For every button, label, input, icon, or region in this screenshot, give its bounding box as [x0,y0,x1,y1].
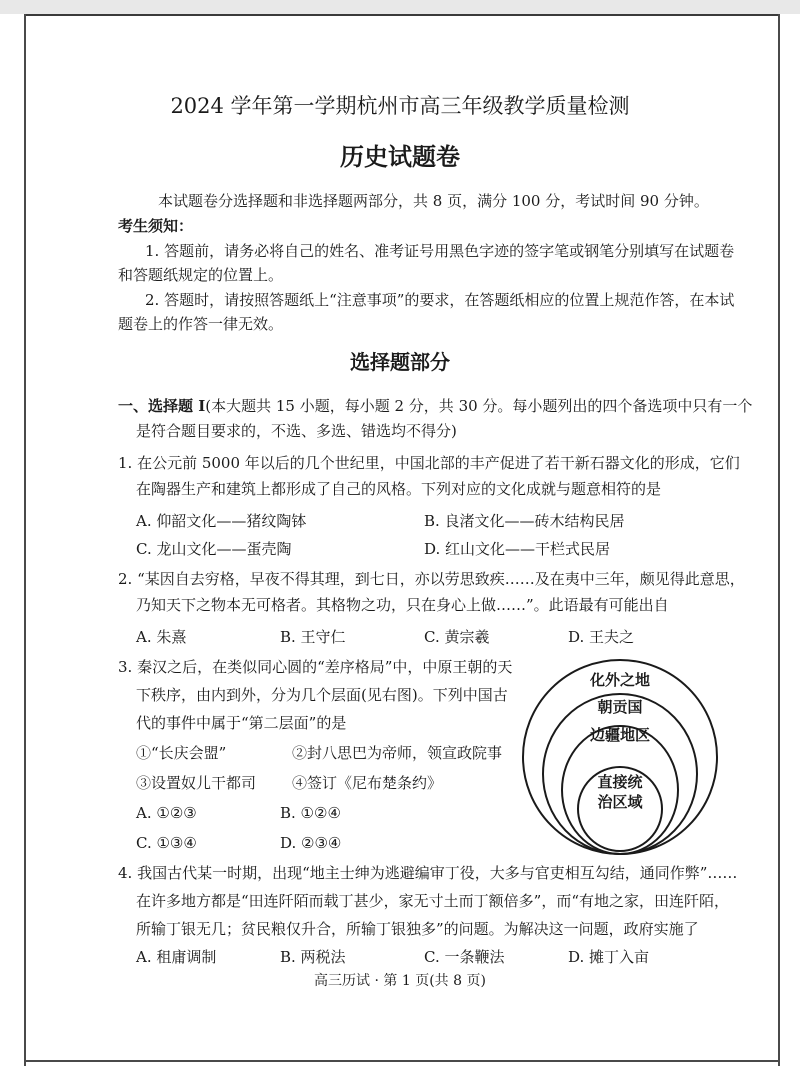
q4-option-b: B. 两税法 [280,948,346,966]
diagram-label-core-1: 直接统 [597,773,643,791]
part-1-heading-line-1 [118,395,752,417]
part-1-label: 一、选择题 I [118,397,206,415]
q3-option-a: A. ①②③ [136,804,197,822]
concentric-order-diagram [520,657,720,857]
q1-stem-line-2: 在陶器生产和建筑上都形成了自己的风格。下列对应的文化成就与题意相符的是 [136,480,662,498]
exam-subtitle: 历史试题卷 [340,142,460,171]
q1-option-c: C. 龙山文化——蛋壳陶 [136,540,292,558]
q2-stem-line-1: 2. “某因自去穷格，早夜不得其理，到七日，亦以劳思致疾……及在夷中三年，颇见得此意思， [118,570,745,588]
q3-stem-line-2: 下秩序，由内到外，分为几个层面(见右图)。下列中国古 [136,686,508,704]
q1-option-a: A. 仰韶文化——猪纹陶钵 [136,512,307,530]
note-2-line-1: 2. 答题时，请按照答题纸上“注意事项”的要求，在答题纸相应的位置上规范作答，在本试 [145,291,735,309]
q2-option-a: A. 朱熹 [136,628,187,646]
q3-item-1: ①“长庆会盟” [136,744,227,762]
q3-stem-line-1: 3. 秦汉之后，在类似同心圆的“差序格局”中，中原王朝的天 [118,658,513,676]
part-1-instructions: (本大题共 15 小题，每小题 2 分，共 30 分。每小题列出的四个备选项中只有一个 [205,397,753,415]
q3-option-c: C. ①③④ [136,834,197,852]
q1-stem-line-1: 1. 在公元前 5000 年以后的几个世纪里，中国北部的丰产促进了若干新石器文化的形成，它们 [118,454,740,472]
q1-option-b: B. 良渚文化——砖木结构民居 [424,512,625,530]
q4-stem-line-2: 在许多地方都是“田连阡陌而载丁甚少，家无寸土而丁额倍多”，而“有地之家，田连阡陌， [136,892,730,910]
note-1-line-2: 和答题纸规定的位置上。 [118,266,284,284]
q2-stem-line-2: 乃知天下之物本无可格者。其格物之功，只在身心上做……”。此语最有可能出自 [136,596,669,614]
diagram-label-ring-1: 化外之地 [589,671,651,689]
note-1-line-1: 1. 答题前，请务必将自己的姓名、准考证号用黑色字迹的签字笔或钢笔分别填写在试题卷 [145,242,735,260]
q2-option-d: D. 王夫之 [568,628,635,646]
q3-option-d: D. ②③④ [280,834,342,852]
q3-item-4: ④签订《尼布楚条约》 [292,774,443,792]
exam-title: 2024 学年第一学期杭州市高三年级教学质量检测 [170,94,630,118]
note-2-line-2: 题卷上的作答一律无效。 [118,315,284,333]
q2-option-c: C. 黄宗羲 [424,628,490,646]
diagram-label-ring-3: 边疆地区 [589,726,651,744]
q3-item-3: ③设置奴儿干都司 [136,774,257,792]
page-footer: 高三历试 · 第 1 页(共 8 页) [314,973,486,989]
intro-summary: 本试题卷分选择题和非选择题两部分，共 8 页，满分 100 分，考试时间 90 分钟。 [158,192,709,210]
q3-stem-line-3: 代的事件中属于“第二层面”的是 [136,714,347,732]
q4-option-c: C. 一条鞭法 [424,948,505,966]
q4-stem-line-1: 4. 我国古代某一时期，出现“地主士绅为逃避编审丁役，大多与官吏相互勾结，通同作弊”…… [118,864,738,882]
part-1-heading-line-2: 是符合题目要求的，不选、多选、错选均不得分) [136,422,457,440]
diagram-label-ring-2: 朝贡国 [597,698,643,716]
q2-option-b: B. 王守仁 [280,628,346,646]
q4-stem-line-3: 所输丁银无几；贫民粮仅升合，所输丁银独多”的问题。为解决这一问题，政府实施了 [136,920,699,938]
diagram-label-core-2: 治区域 [597,793,643,811]
section-title: 选择题部分 [350,350,450,374]
notice-heading: 考生须知： [118,217,194,235]
q3-option-b: B. ①②④ [280,804,341,822]
ring-outer [523,660,717,854]
q3-item-2: ②封八思巴为帝师，领宣政院事 [292,744,503,762]
q4-option-d: D. 摊丁入亩 [568,948,650,966]
q1-option-d: D. 红山文化——干栏式民居 [424,540,611,558]
q4-option-a: A. 租庸调制 [136,948,217,966]
